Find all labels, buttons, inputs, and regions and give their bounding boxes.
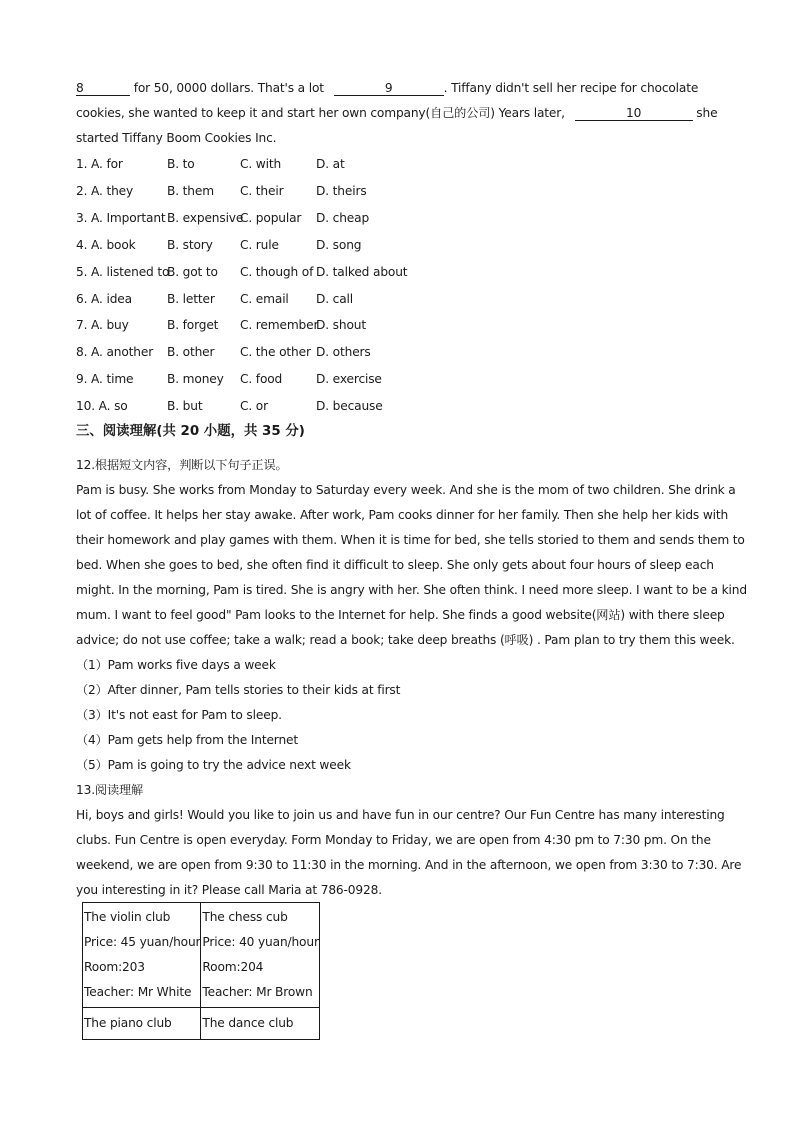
statement: （2）After dinner, Pam tells stories to their kids at first	[76, 683, 401, 697]
option-a: 6. A. idea	[76, 292, 132, 306]
option-b: B. them	[167, 184, 214, 198]
passage-line-3: started Tiffany Boom Cookies Inc.	[76, 131, 277, 145]
table-cell-dance	[201, 1008, 319, 1040]
club-price: Price: 40 yuan/hour	[202, 935, 319, 949]
passage-line-1	[76, 80, 698, 96]
club-room: Room:203	[84, 960, 145, 974]
option-a: 5. A. listened to	[76, 265, 170, 279]
option-b: B. expensive	[167, 211, 244, 225]
option-b: B. but	[167, 399, 203, 413]
table-row	[83, 1008, 320, 1040]
passage-line: clubs. Fun Centre is open everyday. Form Monday to Friday, we are open from 4:30 pm to 7:30 pm. On the	[76, 833, 711, 847]
passage-line: their homework and play games with them. When it is time for bed, she tells storied to them and sends them to	[76, 533, 745, 547]
option-b: B. forget	[167, 318, 219, 332]
statement: （1）Pam works five days a week	[76, 658, 276, 672]
option-c: C. remember	[240, 318, 319, 332]
passage-line: lot of coffee. It helps her stay awake. After work, Pam cooks dinner for her family. Then she help her kids with	[76, 508, 729, 522]
passage-line: weekend, we are open from 9:30 to 11:30 in the morning. And in the afternoon, we open from 3:30 to 7:30. Are	[76, 858, 742, 872]
option-c: C. popular	[240, 211, 302, 225]
club-name: The dance club	[202, 1016, 294, 1030]
q12-title: 12.根据短文内容，判断以下句子正误。	[76, 458, 288, 472]
option-d: D. theirs	[316, 184, 367, 198]
option-b: B. letter	[167, 292, 215, 306]
passage-line: mum. I want to feel good" Pam looks to the Internet for help. She finds a good website(网站) with there sleep	[76, 608, 725, 622]
option-c: C. food	[240, 372, 283, 386]
passage-text: she	[692, 106, 718, 120]
option-c: C. rule	[240, 238, 279, 252]
club-price: Price: 45 yuan/hour	[84, 935, 201, 949]
option-a: 8. A. another	[76, 345, 154, 359]
statement: （5）Pam is going to try the advice next week	[76, 758, 351, 772]
club-room: Room:204	[202, 960, 264, 974]
passage-line: bed. When she goes to bed, she often find it difficult to sleep. She only gets about four hours of sleep each	[76, 558, 714, 572]
statement: （4）Pam gets help from the Internet	[76, 733, 299, 747]
passage-line: Pam is busy. She works from Monday to Saturday every week. And she is the mom of two children. She drink a	[76, 483, 736, 497]
passage-line-2	[76, 105, 717, 121]
option-b: B. other	[167, 345, 215, 359]
option-a: 10. A. so	[76, 399, 128, 413]
section-heading: 三、阅读理解(共 20 小题，共 35 分)	[76, 424, 305, 439]
club-teacher: Teacher: Mr Brown	[202, 985, 313, 999]
option-d: D. talked about	[316, 265, 408, 279]
option-a: 1. A. for	[76, 157, 123, 171]
option-c: C. with	[240, 157, 282, 171]
table-cell-piano	[83, 1008, 201, 1040]
passage-line: might. In the morning, Pam is tired. She is angry with her. She often think. I need more sleep. I want to be a kind	[76, 583, 747, 597]
blank-10: 10	[575, 107, 693, 121]
option-d: D. cheap	[316, 211, 370, 225]
option-d: D. shout	[316, 318, 366, 332]
q13-title: 13.阅读理解	[76, 783, 144, 797]
option-a: 2. A. they	[76, 184, 134, 198]
blank-9: 9	[334, 82, 444, 96]
option-b: B. to	[167, 157, 195, 171]
option-d: D. song	[316, 238, 362, 252]
table-cell-chess	[201, 903, 319, 1008]
table-row	[83, 903, 320, 1008]
passage-text: . Tiffany didn't sell her recipe for chocolate	[443, 81, 699, 95]
option-a: 9. A. time	[76, 372, 134, 386]
club-name: The chess cub	[202, 910, 288, 924]
passage-text: for 50, 0000 dollars. That's a lot	[130, 81, 328, 95]
passage-line: you interesting in it? Please call Maria at 786-0928.	[76, 883, 382, 897]
option-a: 7. A. buy	[76, 318, 129, 332]
option-d: D. at	[316, 157, 345, 171]
option-d: D. because	[316, 399, 383, 413]
passage-line: advice; do not use coffee; take a walk; read a book; take deep breaths (呼吸) . Pam plan to try them this week.	[76, 633, 735, 647]
option-b: B. got to	[167, 265, 218, 279]
table-cell-violin	[83, 903, 201, 1008]
option-a: 4. A. book	[76, 238, 136, 252]
option-c: C. though of	[240, 265, 314, 279]
statement: （3）It's not east for Pam to sleep.	[76, 708, 282, 722]
option-d: D. exercise	[316, 372, 382, 386]
option-a: 3. A. Important	[76, 211, 166, 225]
club-teacher: Teacher: Mr White	[84, 985, 192, 999]
club-name: The violin club	[84, 910, 171, 924]
passage-text: cookies, she wanted to keep it and start her own company(自己的公司) Years later,	[76, 106, 569, 120]
option-d: D. call	[316, 292, 354, 306]
option-c: C. the other	[240, 345, 311, 359]
option-d: D. others	[316, 345, 371, 359]
option-c: C. email	[240, 292, 289, 306]
clubs-table	[82, 902, 320, 1040]
passage-line: Hi, boys and girls! Would you like to join us and have fun in our centre? Our Fun Centre has many interesting	[76, 808, 725, 822]
option-c: C. or	[240, 399, 268, 413]
option-b: B. money	[167, 372, 224, 386]
option-b: B. story	[167, 238, 213, 252]
club-name: The piano club	[84, 1016, 172, 1030]
option-c: C. their	[240, 184, 284, 198]
blank-8: 8	[76, 82, 130, 96]
